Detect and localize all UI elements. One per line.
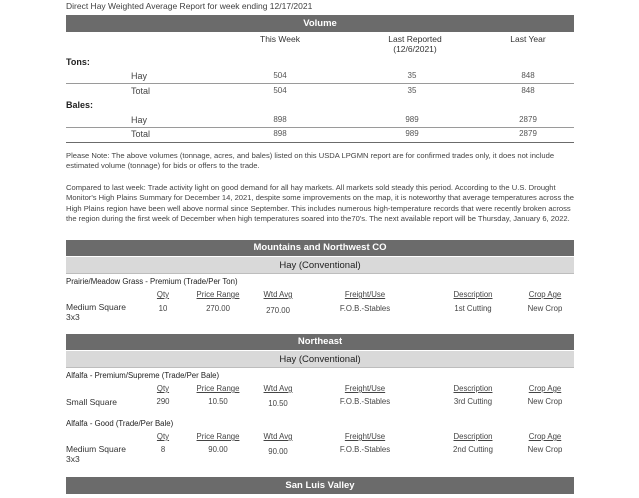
description-value: 1st Cutting xyxy=(454,304,492,313)
bales-hay-label: Hay xyxy=(131,115,148,125)
crop-age-value: New Crop xyxy=(527,445,563,454)
freight-header: Freight/Use xyxy=(344,384,386,393)
tons-label: Tons: xyxy=(66,57,90,67)
bales-total-last-year: 2879 xyxy=(519,129,537,138)
item-size: 3x3 xyxy=(66,454,80,464)
item-type: Small Square xyxy=(66,397,118,407)
tons-hay-this-week: 504 xyxy=(273,71,287,80)
crop-age-value: New Crop xyxy=(527,304,563,313)
please-note-text: Please Note: The above volumes (tonnage, acres, and bales) listed on this USDA LPGMN report are for confirmed trades only, it does not include estimated volume (tonnage) for bids or offers to the trade. xyxy=(66,151,555,171)
tons-total-last-year: 848 xyxy=(521,86,535,95)
bales-hay-last-year: 2879 xyxy=(519,115,537,124)
freight-header: Freight/Use xyxy=(344,290,386,299)
category-header: Hay (Conventional) xyxy=(66,257,574,274)
price-range-value: 10.50 xyxy=(208,397,228,406)
col-last-reported-date: (12/6/2021) xyxy=(393,44,437,54)
divider xyxy=(66,142,574,143)
group-title: Alfalfa - Premium/Supreme (Trade/Per Bale) xyxy=(66,371,220,380)
qty-header: Qty xyxy=(156,432,170,441)
group-title: Prairie/Meadow Grass - Premium (Trade/Per Ton) xyxy=(66,277,238,286)
qty-value: 10 xyxy=(158,304,168,313)
crop-age-header: Crop Age xyxy=(528,290,562,299)
region-header-san-luis-valley: San Luis Valley xyxy=(66,477,574,494)
wtd-avg-header: Wtd Avg xyxy=(263,290,293,299)
category-header: Hay (Conventional) xyxy=(66,351,574,368)
wtd-avg-value: 10.50 xyxy=(268,399,288,408)
freight-value: F.O.B.-Stables xyxy=(339,304,391,313)
col-this-week: This Week xyxy=(260,34,300,44)
region-header-northeast: Northeast xyxy=(66,334,574,350)
price-range-header: Price Range xyxy=(196,432,240,441)
divider xyxy=(66,83,574,84)
volume-section-header: Volume xyxy=(66,15,574,32)
divider xyxy=(66,127,574,128)
market-comparison-text: Compared to last week: Trade activity light on good demand for all hay markets. All markets sold steady this period. According to the U.S. Drought Monitor's High Plains Summary for December 14, 2021, despite some improvements on the map, it is noteworthy that average temperatures across the High Plains region have been well above normal since September. This includes numerous high-temperature records that were recently broken across the region during the first week of December when high temperatures soared into the70's. The next available report will be Thursday, January 6, 2022. xyxy=(66,183,574,223)
bales-total-last-reported: 989 xyxy=(405,129,419,138)
tons-hay-last-year: 848 xyxy=(521,71,535,80)
region-header-mountains: Mountains and Northwest CO xyxy=(66,240,574,256)
description-value: 3rd Cutting xyxy=(453,397,493,406)
crop-age-header: Crop Age xyxy=(528,384,562,393)
description-value: 2nd Cutting xyxy=(453,445,493,454)
crop-age-value: New Crop xyxy=(527,397,563,406)
col-last-reported: Last Reported xyxy=(388,34,442,44)
wtd-avg-value: 90.00 xyxy=(268,447,288,456)
qty-header: Qty xyxy=(156,290,170,299)
item-size: 3x3 xyxy=(66,312,80,322)
item-type: Medium Square xyxy=(66,302,127,312)
price-range-value: 90.00 xyxy=(208,445,228,454)
crop-age-header: Crop Age xyxy=(528,432,562,441)
price-range-value: 270.00 xyxy=(206,304,230,313)
wtd-avg-value: 270.00 xyxy=(266,306,290,315)
tons-total-this-week: 504 xyxy=(273,86,287,95)
freight-header: Freight/Use xyxy=(344,432,386,441)
tons-total-label: Total xyxy=(131,86,151,96)
bales-hay-this-week: 898 xyxy=(273,115,287,124)
freight-value: F.O.B.-Stables xyxy=(339,445,391,454)
freight-value: F.O.B.-Stables xyxy=(339,397,391,406)
wtd-avg-header: Wtd Avg xyxy=(263,432,293,441)
item-type: Medium Square xyxy=(66,444,127,454)
col-last-year: Last Year xyxy=(510,34,546,44)
wtd-avg-header: Wtd Avg xyxy=(263,384,293,393)
qty-value: 8 xyxy=(160,445,166,454)
bales-total-this-week: 898 xyxy=(273,129,287,138)
tons-total-last-reported: 35 xyxy=(407,86,417,95)
description-header: Description xyxy=(453,384,493,393)
bales-hay-last-reported: 989 xyxy=(405,115,419,124)
tons-hay-label: Hay xyxy=(131,71,148,81)
price-range-header: Price Range xyxy=(196,290,240,299)
price-range-header: Price Range xyxy=(196,384,240,393)
description-header: Description xyxy=(453,290,493,299)
description-header: Description xyxy=(453,432,493,441)
bales-label: Bales: xyxy=(66,100,94,110)
bales-total-label: Total xyxy=(131,129,151,139)
qty-header: Qty xyxy=(156,384,170,393)
tons-hay-last-reported: 35 xyxy=(407,71,417,80)
report-title: Direct Hay Weighted Average Report for week ending 12/17/2021 xyxy=(66,1,313,11)
qty-value: 290 xyxy=(156,397,170,406)
group-title: Alfalfa - Good (Trade/Per Bale) xyxy=(66,419,174,428)
